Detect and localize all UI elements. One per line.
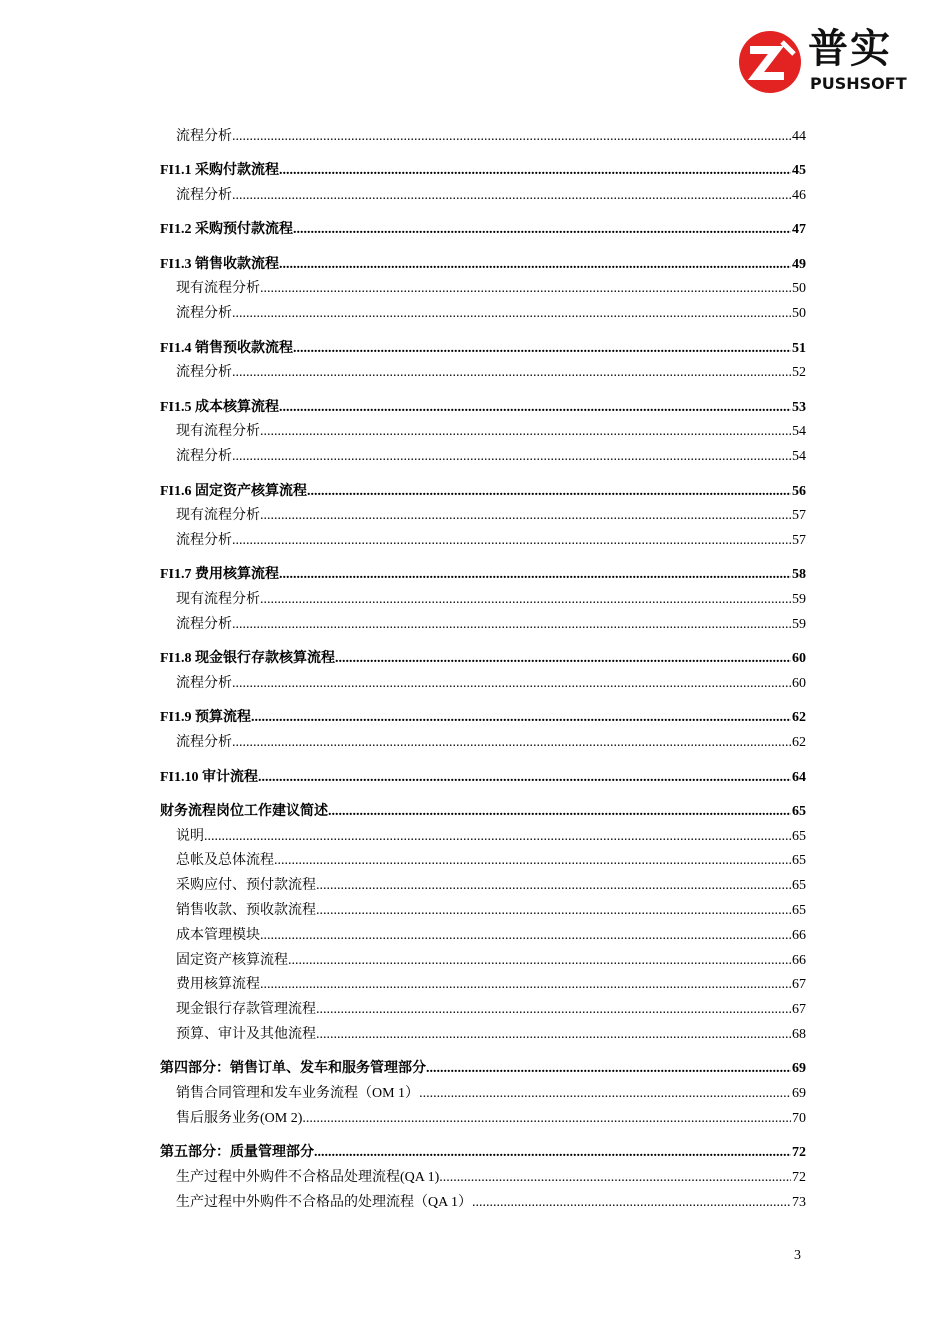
toc-entry[interactable] [160, 924, 806, 949]
toc-leader-dots [279, 563, 791, 588]
toc-leader-dots [279, 159, 791, 184]
logo-english-text: PUSHSOFT [810, 74, 907, 93]
toc-entry-label: 流程分析 [176, 129, 232, 144]
toc-entry-page: 66 [792, 952, 806, 968]
toc-entry-page: 67 [792, 977, 806, 993]
toc-entry-label: FI1.2 采购预付款流程 [160, 222, 293, 238]
toc-leader-dots [204, 825, 791, 850]
toc-entry-label: 总帐及总体流程 [176, 853, 274, 869]
toc-entry[interactable] [160, 588, 806, 613]
toc-leader-dots [232, 731, 791, 756]
toc-entry-page: 65 [792, 828, 806, 844]
toc-entry-heading[interactable] [160, 706, 806, 731]
toc-entry-label: FI1.1 采购付款流程 [160, 163, 279, 179]
toc-entry-label: 售后服务业务(OM 2) [176, 1110, 303, 1126]
toc-entry-label: 流程分析 [176, 676, 232, 692]
toc-entry-page: 64 [792, 769, 806, 785]
toc-entry-page: 68 [792, 1027, 806, 1042]
toc-entry-page: 56 [792, 483, 806, 499]
toc-entry[interactable] [160, 1023, 806, 1048]
toc-entry-page: 50 [792, 306, 806, 322]
toc-leader-dots [260, 588, 791, 613]
toc-entry-label: 财务流程岗位工作建议简述 [160, 803, 328, 819]
toc-entry-label: 流程分析 [176, 449, 232, 465]
toc-entry-label: 流程分析 [176, 617, 232, 633]
toc-entry-page: 65 [792, 878, 806, 894]
toc-entry[interactable] [160, 899, 806, 924]
toc-entry-page: 53 [792, 399, 806, 415]
toc-entry[interactable] [160, 529, 806, 554]
toc-entry-page: 44 [792, 129, 806, 144]
toc-entry-heading[interactable] [160, 1141, 806, 1166]
toc-entry-heading[interactable] [160, 396, 806, 421]
toc-entry-label: 第五部分：质量管理部分 [160, 1145, 314, 1161]
toc-entry-label: 第四部分：销售订单、发车和服务管理部分 [160, 1061, 426, 1077]
toc-leader-dots [335, 647, 791, 672]
toc-entry[interactable] [160, 1107, 806, 1132]
toc-entry-label: 成本管理模块 [176, 927, 260, 943]
toc-leader-dots [260, 420, 791, 445]
toc-entry-heading[interactable] [160, 647, 806, 672]
toc-entry-label: 固定资产核算流程 [176, 952, 288, 968]
toc-entry-page: 65 [792, 803, 806, 819]
toc-entry[interactable] [160, 613, 806, 638]
toc-entry-page: 62 [792, 735, 806, 751]
toc-entry-label: 现有流程分析 [176, 424, 260, 440]
toc-entry-page: 57 [792, 533, 806, 549]
toc-entry[interactable] [160, 825, 806, 850]
toc-entry-label: 现有流程分析 [176, 281, 260, 297]
toc-leader-dots [472, 1191, 791, 1216]
toc-entry-label: 现有流程分析 [176, 508, 260, 524]
toc-entry-page: 54 [792, 424, 806, 440]
toc-entry-label: 流程分析 [176, 306, 232, 322]
toc-entry-page: 62 [792, 710, 806, 726]
toc-entry[interactable] [160, 949, 806, 974]
toc-entry-page: 66 [792, 927, 806, 943]
toc-leader-dots [260, 504, 791, 529]
toc-leader-dots [307, 480, 791, 505]
toc-entry-label: 流程分析 [176, 365, 232, 381]
toc-entry-page: 57 [792, 508, 806, 524]
toc-leader-dots [293, 337, 791, 362]
toc-entry-heading[interactable] [160, 218, 806, 243]
toc-entry[interactable] [160, 277, 806, 302]
toc-leader-dots [260, 924, 791, 949]
toc-leader-dots [316, 1023, 791, 1048]
toc-entry[interactable] [160, 1082, 806, 1107]
toc-leader-dots [316, 899, 791, 924]
toc-leader-dots [314, 1141, 791, 1166]
toc-entry-heading[interactable] [160, 337, 806, 362]
toc-entry[interactable] [160, 672, 806, 697]
toc-entry-page: 72 [792, 1169, 806, 1185]
toc-leader-dots [260, 973, 791, 998]
toc-entry[interactable] [160, 874, 806, 899]
toc-entry[interactable] [160, 1166, 806, 1191]
toc-entry[interactable] [160, 731, 806, 756]
logo-chinese-text: 普实 [808, 26, 892, 72]
toc-entry[interactable] [160, 125, 806, 150]
toc-leader-dots [426, 1057, 791, 1082]
toc-entry[interactable] [160, 1191, 806, 1216]
toc-entry-page: 50 [792, 281, 806, 297]
toc-entry-label: 预算、审计及其他流程 [176, 1027, 316, 1042]
toc-entry[interactable] [160, 361, 806, 386]
toc-entry-label: 现有流程分析 [176, 592, 260, 608]
toc-leader-dots [288, 949, 791, 974]
toc-leader-dots [232, 184, 791, 209]
toc-leader-dots [274, 849, 791, 874]
toc-leader-dots [302, 1107, 791, 1132]
toc-entry-page: 46 [792, 188, 806, 204]
toc-entry-label: 采购应付、预付款流程 [176, 878, 316, 894]
toc-entry-heading[interactable] [160, 1057, 806, 1082]
page-number: 3 [794, 1248, 801, 1263]
toc-entry-heading[interactable] [160, 253, 806, 278]
toc-entry-label: 说明 [176, 828, 204, 844]
toc-entry-label: FI1.7 费用核算流程 [160, 567, 279, 583]
toc-entry[interactable] [160, 302, 806, 327]
toc-entry-page: 59 [792, 592, 806, 608]
toc-entry-page: 60 [792, 651, 806, 667]
toc-entry-page: 54 [792, 449, 806, 465]
toc-entry[interactable] [160, 420, 806, 445]
toc-entry-label: FI1.10 审计流程 [160, 769, 258, 785]
toc-entry-page: 67 [792, 1002, 806, 1018]
toc-leader-dots [232, 302, 791, 327]
toc-entry-label: 流程分析 [176, 533, 232, 549]
toc-leader-dots [316, 874, 791, 899]
toc-entry-label: FI1.6 固定资产核算流程 [160, 483, 307, 499]
toc-entry-label: 生产过程中外购件不合格品处理流程(QA 1) [176, 1169, 440, 1185]
toc-entry-page: 58 [792, 567, 806, 583]
toc-entry-label: 费用核算流程 [176, 977, 260, 993]
toc-leader-dots [258, 766, 791, 791]
toc-entry-heading[interactable] [160, 766, 806, 791]
toc-entry[interactable] [160, 998, 806, 1023]
toc-entry-label: FI1.9 预算流程 [160, 710, 251, 726]
toc-entry-page: 51 [792, 340, 806, 356]
toc-entry-label: 现金银行存款管理流程 [176, 1002, 316, 1018]
toc-entry-label: 流程分析 [176, 735, 232, 751]
table-of-contents [160, 125, 806, 1216]
toc-entry-page: 65 [792, 903, 806, 919]
toc-entry-page: 59 [792, 617, 806, 633]
toc-leader-dots [279, 253, 791, 278]
toc-entry-page: 73 [792, 1194, 806, 1210]
toc-leader-dots [260, 277, 791, 302]
toc-entry-page: 69 [792, 1061, 806, 1077]
toc-leader-dots [232, 445, 791, 470]
toc-entry-page: 60 [792, 676, 806, 692]
toc-entry-heading[interactable] [160, 480, 806, 505]
toc-entry-label: FI1.3 销售收款流程 [160, 256, 279, 272]
toc-leader-dots [419, 1082, 791, 1107]
pushsoft-logo [736, 26, 907, 98]
toc-entry-label: FI1.4 销售预收款流程 [160, 340, 293, 356]
toc-entry-label: 流程分析 [176, 188, 232, 204]
toc-entry[interactable] [160, 504, 806, 529]
toc-entry-page: 52 [792, 365, 806, 381]
toc-entry-page: 70 [792, 1110, 806, 1126]
toc-leader-dots [232, 125, 791, 150]
toc-entry[interactable] [160, 184, 806, 209]
toc-leader-dots [232, 529, 791, 554]
toc-entry-page: 49 [792, 256, 806, 272]
toc-entry[interactable] [160, 973, 806, 998]
toc-entry-label: 销售收款、预收款流程 [176, 903, 316, 919]
toc-entry-heading[interactable] [160, 159, 806, 184]
toc-leader-dots [293, 218, 791, 243]
toc-leader-dots [232, 672, 791, 697]
toc-leader-dots [328, 800, 791, 825]
toc-entry-page: 65 [792, 853, 806, 869]
toc-entry[interactable] [160, 849, 806, 874]
toc-entry-label: FI1.8 现金银行存款核算流程 [160, 651, 335, 667]
toc-leader-dots [232, 361, 791, 386]
toc-entry-page: 47 [792, 222, 806, 238]
pushsoft-logo-icon [736, 28, 804, 96]
toc-entry-page: 45 [792, 163, 806, 179]
toc-entry-heading[interactable] [160, 800, 806, 825]
toc-entry-page: 72 [792, 1145, 806, 1161]
toc-leader-dots [439, 1166, 791, 1191]
toc-entry[interactable] [160, 445, 806, 470]
toc-entry-label: FI1.5 成本核算流程 [160, 399, 279, 415]
toc-leader-dots [279, 396, 791, 421]
toc-entry-page: 69 [792, 1086, 806, 1102]
toc-entry-label: 生产过程中外购件不合格品的处理流程（QA 1） [176, 1194, 472, 1210]
toc-leader-dots [232, 613, 791, 638]
toc-entry-heading[interactable] [160, 563, 806, 588]
toc-entry-label: 销售合同管理和发车业务流程（OM 1） [176, 1086, 420, 1102]
toc-leader-dots [251, 706, 791, 731]
toc-leader-dots [316, 998, 791, 1023]
